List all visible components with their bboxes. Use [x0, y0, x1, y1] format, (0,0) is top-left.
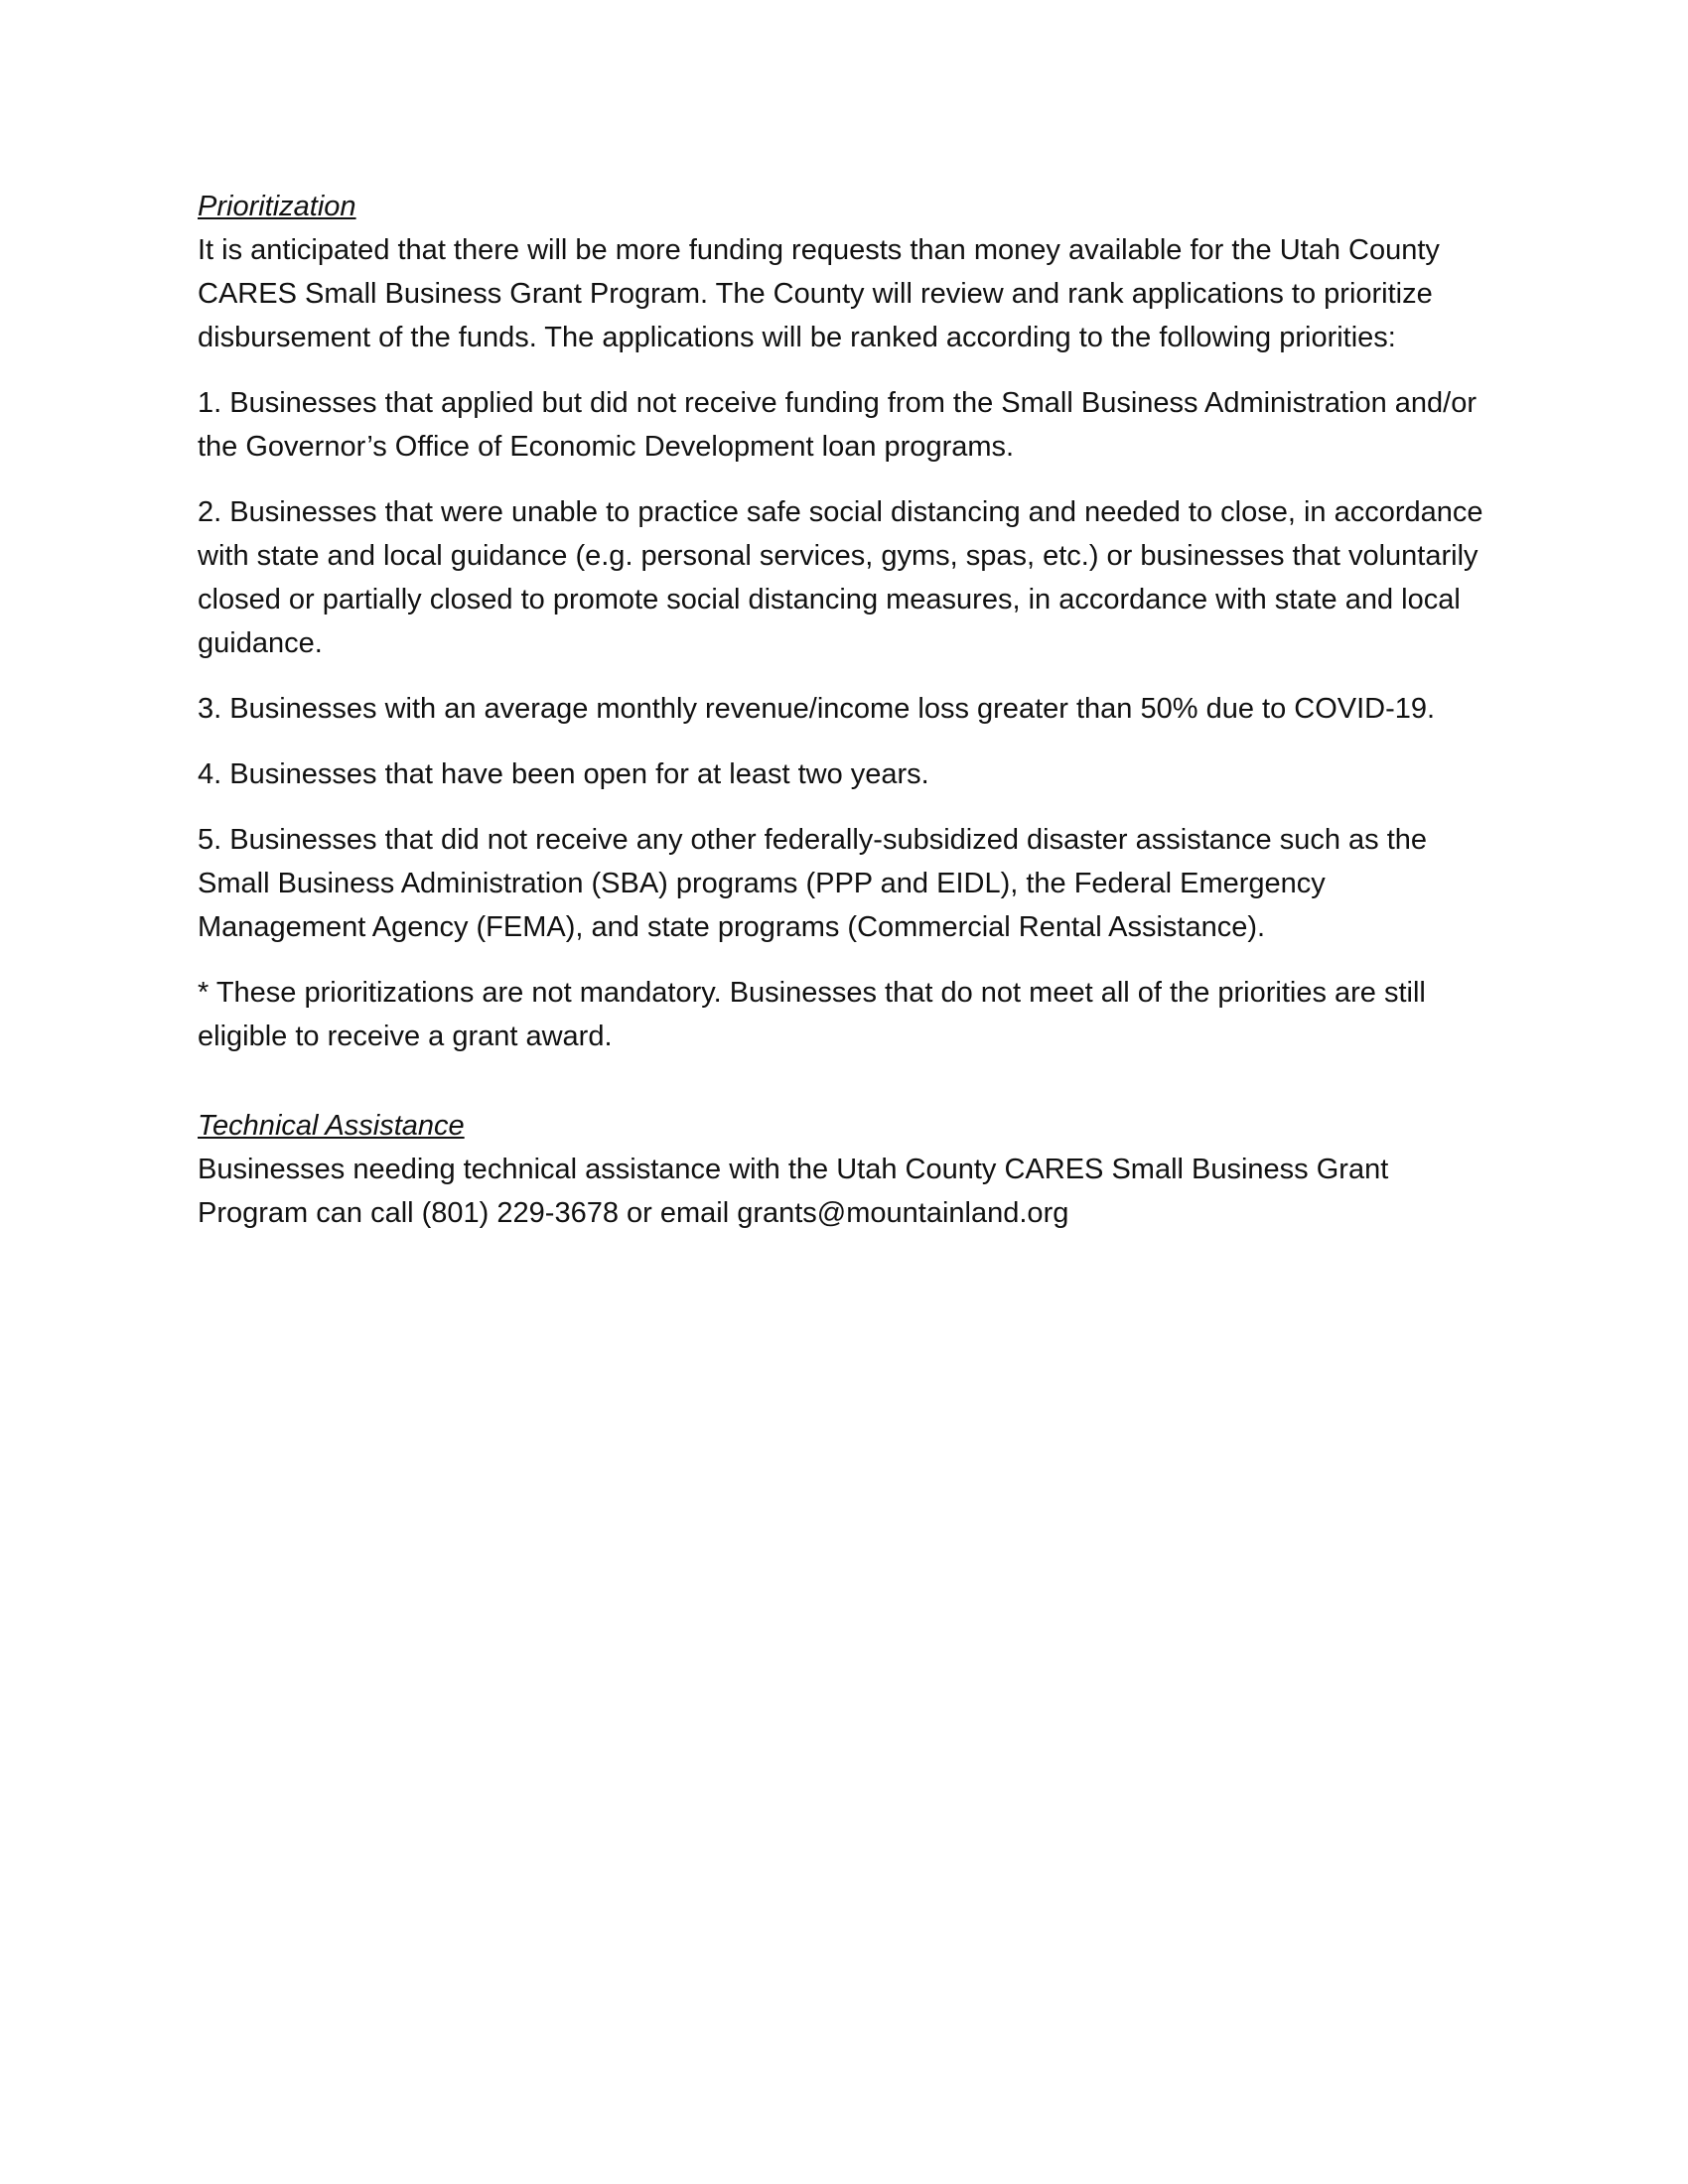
priority-item-3: 3. Businesses with an average monthly revenue/income loss greater than 50% due to COVID-19. — [198, 693, 1436, 725]
technical-assistance-heading: Technical Assistance — [198, 1110, 465, 1142]
prioritization-heading: Prioritization — [198, 191, 356, 222]
document-content — [198, 185, 1498, 1235]
technical-assistance-body: Businesses needing technical assistance with the Utah County CARES Small Business Grant Program can call (801) 229-3678 or email grants@mountainland.org — [198, 1154, 1389, 1229]
priority-item-2: 2. Businesses that were unable to practice safe social distancing and needed to close, in accordance with state and local guidance (e.g. personal services, gyms, spas, etc.) or businesses that voluntarily closed or partially closed to promote social distancing measures, in accordance with state and local guidance. — [198, 496, 1483, 659]
priority-item-4: 4. Businesses that have been open for at least two years. — [198, 758, 929, 790]
priority-item-5: 5. Businesses that did not receive any other federally-subsidized disaster assistance such as the Small Business Administration (SBA) programs (PPP and EIDL), the Federal Emergency Management Agency (FEMA), and state programs (Commercial Rental Assistance). — [198, 824, 1428, 943]
section-spacer — [198, 1080, 1498, 1104]
prioritization-section — [198, 185, 1498, 359]
priority-item-1: 1. Businesses that applied but did not receive funding from the Small Business Administration and/or the Governor’s Office of Economic Development loan programs. — [198, 387, 1477, 463]
technical-assistance-section — [198, 1104, 1498, 1235]
prioritization-intro: It is anticipated that there will be more funding requests than money available for the Utah County CARES Small Business Grant Program. The County will review and rank applications to prioritize disbursement of the funds. The applications will be ranked according to the following priorities: — [198, 234, 1440, 353]
prioritization-note: * These prioritizations are not mandatory. Businesses that do not meet all of the priorities are still eligible to receive a grant award. — [198, 977, 1426, 1052]
